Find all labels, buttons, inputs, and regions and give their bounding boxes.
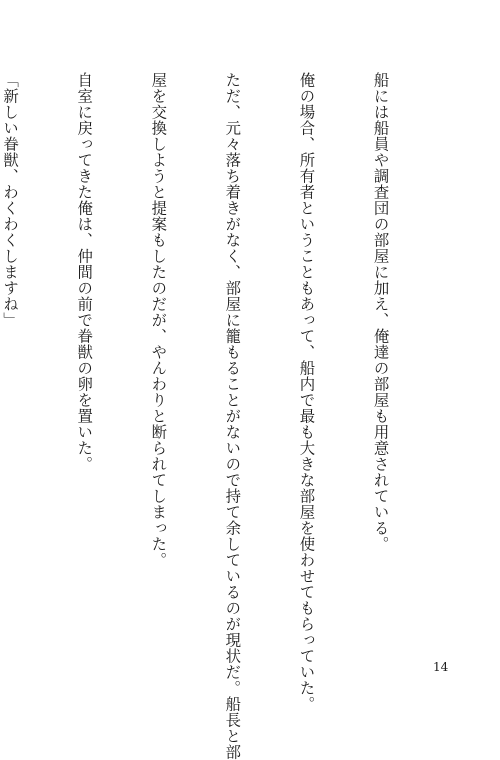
- text-line: 俺の場合、所有者ということもあって、船内で最も大きな部屋を使わせてもらっていた。: [297, 72, 316, 712]
- text-line: 自室に戻ってきた俺は、仲間の前で眷獣の卵を置いた。: [75, 72, 94, 472]
- page-number: 14: [433, 660, 449, 674]
- text-line: 「新しい眷獣、わくわくしますね」: [1, 72, 20, 328]
- text-line: ただ、元々落ち着きがなく、部屋に籠もることがないので持て余しているのが現状だ。船長と部: [223, 72, 242, 760]
- text-line: 船には船員や調査団の部屋に加え、俺達の部屋も用意されている。: [371, 72, 390, 552]
- text-line: 屋を交換しようと提案もしたのだが、やんわりと断られてしまった。: [149, 72, 168, 568]
